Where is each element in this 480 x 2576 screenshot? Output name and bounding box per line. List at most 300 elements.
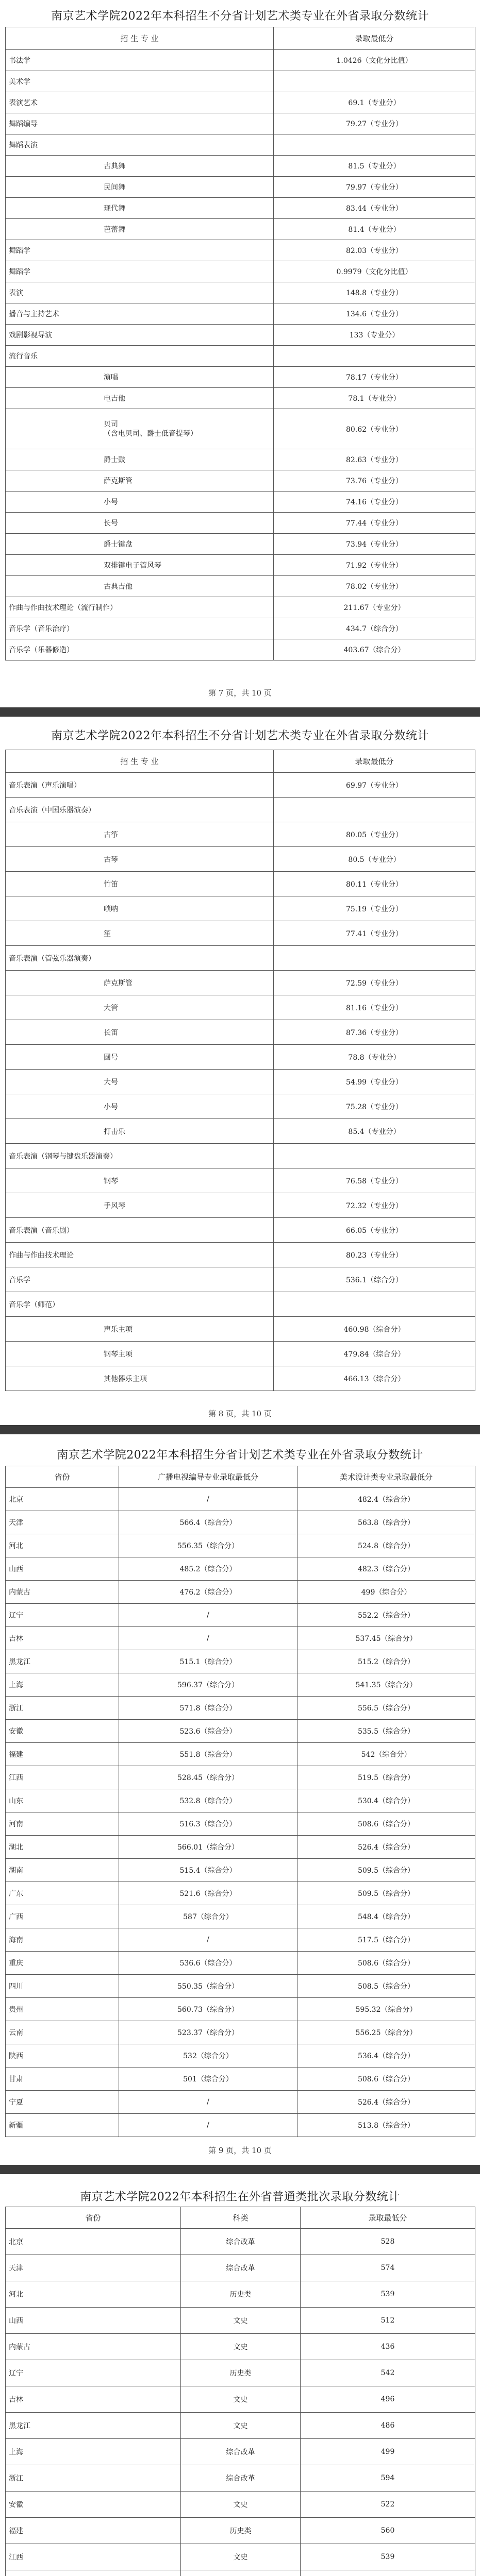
table-row — [6, 2544, 475, 2570]
table-row — [6, 946, 475, 971]
column-header: 省份 — [6, 2207, 181, 2229]
page-separator — [0, 2165, 480, 2174]
province-cell: 河南 — [6, 1812, 119, 1836]
score-cell — [274, 1292, 475, 1317]
table-row — [6, 1243, 475, 1267]
column-header: 录取最低分 — [301, 2207, 475, 2229]
score-cell: 539 — [301, 2281, 475, 2308]
table-row — [6, 1070, 475, 1094]
column-header: 省份 — [6, 1466, 119, 1488]
table-row — [6, 2229, 475, 2255]
category-cell: 515.4（综合分） — [119, 1859, 297, 1882]
score-cell: 535.5（综合分） — [297, 1720, 475, 1743]
score-cell: 526.4（综合分） — [297, 2091, 475, 2114]
table-row — [6, 1697, 475, 1720]
score-cell: 83.44（专业分） — [274, 198, 475, 219]
score-cell: 54.99（专业分） — [274, 1070, 475, 1094]
table-row — [6, 1020, 475, 1045]
score-cell: 528 — [301, 2229, 475, 2255]
category-cell: 528.45（综合分） — [119, 1766, 297, 1789]
table-row — [6, 618, 475, 639]
table-row — [6, 1193, 475, 1218]
category-cell: 536.6（综合分） — [119, 1952, 297, 1975]
table-row — [6, 156, 475, 177]
province-cell: 福建 — [6, 2518, 181, 2544]
province-cell: 北京 — [6, 2229, 181, 2255]
score-cell: 85.4（专业分） — [274, 1119, 475, 1144]
major-cell: 音乐学（乐器修造） — [6, 639, 274, 660]
province-cell: 吉林 — [6, 1627, 119, 1650]
page-separator — [0, 707, 480, 717]
table-row — [6, 1119, 475, 1144]
score-cell: 552.2（综合分） — [297, 1604, 475, 1627]
table-row — [6, 1952, 475, 1975]
score-cell: 524.8（综合分） — [297, 1534, 475, 1557]
major-cell: 表演艺术 — [6, 92, 274, 113]
score-cell: 515.2（综合分） — [297, 1650, 475, 1673]
score-cell: 556.5（综合分） — [297, 1697, 475, 1720]
category-cell: 556.35（综合分） — [119, 1534, 297, 1557]
major-cell: 舞蹈学 — [6, 261, 274, 282]
province-cell: 山西 — [6, 2308, 181, 2334]
major-cell: 舞蹈编导 — [6, 113, 274, 134]
table-row — [6, 534, 475, 555]
major-cell: 长号 — [6, 513, 274, 534]
table-row — [6, 995, 475, 1020]
category-cell: 476.2（综合分） — [119, 1581, 297, 1604]
table-row — [6, 92, 475, 113]
major-cell: 双排键电子管风琴 — [6, 555, 274, 576]
table-row — [6, 2281, 475, 2308]
major-cell: 爵士键盘 — [6, 534, 274, 555]
province-cell: 黑龙江 — [6, 1650, 119, 1673]
table-row — [6, 1604, 475, 1627]
score-cell — [274, 346, 475, 367]
table-row — [6, 282, 475, 303]
table-row — [6, 971, 475, 995]
category-cell: 485.2（综合分） — [119, 1557, 297, 1581]
score-cell: 80.5（专业分） — [274, 847, 475, 872]
score-cell: 519.5（综合分） — [297, 1766, 475, 1789]
major-cell: 流行音乐 — [6, 346, 274, 367]
province-cell: 江西 — [6, 2544, 181, 2570]
category-cell: 综合改革 — [181, 2439, 301, 2465]
table-row — [6, 1998, 475, 2021]
table-row — [6, 2492, 475, 2518]
major-cell: 唢呐 — [6, 896, 274, 921]
major-cell: 其他器乐主项 — [6, 1366, 274, 1391]
score-cell: 81.16（专业分） — [274, 995, 475, 1020]
major-cell: 音乐学（音乐治疗） — [6, 618, 274, 639]
table-row — [6, 134, 475, 156]
score-cell: 134.6（专业分） — [274, 303, 475, 325]
category-cell: / — [119, 2114, 297, 2137]
table-row — [6, 1743, 475, 1766]
category-cell: 历史类 — [181, 2281, 301, 2308]
major-cell: 古典舞 — [6, 156, 274, 177]
category-cell: 550.35（综合分） — [119, 1975, 297, 1998]
table-row — [6, 1317, 475, 1342]
score-cell — [274, 946, 475, 971]
category-cell: 文史 — [181, 2413, 301, 2439]
score-cell: 74.16（专业分） — [274, 492, 475, 513]
score-cell: 80.05（专业分） — [274, 822, 475, 847]
major-cell: 演唱 — [6, 367, 274, 388]
table-row — [6, 1366, 475, 1391]
score-cell — [274, 71, 475, 92]
column-header: 录取最低分 — [274, 27, 475, 50]
table-header-row — [6, 27, 475, 50]
table-row — [6, 325, 475, 346]
table-row — [6, 1218, 475, 1243]
category-cell: 515.1（综合分） — [119, 1650, 297, 1673]
category-cell: 文史 — [181, 2308, 301, 2334]
category-cell: 571.8（综合分） — [119, 1697, 297, 1720]
table-row — [6, 2091, 475, 2114]
table-row — [6, 50, 475, 71]
category-cell: / — [119, 1627, 297, 1650]
score-cell: 536.4（综合分） — [297, 2044, 475, 2067]
score-cell: 530.4（综合分） — [297, 1789, 475, 1812]
table-row — [6, 896, 475, 921]
province-cell: 山东 — [6, 1789, 119, 1812]
score-cell: 537.45（综合分） — [297, 1627, 475, 1650]
table-row — [6, 198, 475, 219]
major-cell: 大管 — [6, 995, 274, 1020]
score-cell: 79.27（专业分） — [274, 113, 475, 134]
province-cell: 新疆 — [6, 2114, 119, 2137]
major-cell: 舞蹈表演 — [6, 134, 274, 156]
score-cell — [274, 134, 475, 156]
major-cell: 戏剧影视导演 — [6, 325, 274, 346]
category-cell: 516.3（综合分） — [119, 1812, 297, 1836]
score-cell: 81.5（专业分） — [274, 156, 475, 177]
table-row — [6, 2114, 475, 2137]
column-header: 美术设计类专业录取最低分 — [297, 1466, 475, 1488]
province-cell — [6, 2570, 181, 2576]
major-cell: 表演 — [6, 282, 274, 303]
page-title: 南京艺术学院2022年本科招生不分省计划艺术类专业在外省录取分数统计 — [51, 10, 429, 23]
score-cell: 80.62（专业分） — [274, 409, 475, 449]
major-cell: 音乐表演（管弦乐器演奏） — [6, 946, 274, 971]
province-cell: 湖北 — [6, 1836, 119, 1859]
score-cell: 508.5（综合分） — [297, 1975, 475, 1998]
score-cell: 499（综合分） — [297, 1581, 475, 1604]
table-row — [6, 2334, 475, 2360]
major-score-table — [5, 750, 475, 1391]
category-cell: 596.37（综合分） — [119, 1673, 297, 1697]
score-cell: 541.35（综合分） — [297, 1673, 475, 1697]
score-cell: 434.7（综合分） — [274, 618, 475, 639]
score-cell: 73.76（专业分） — [274, 470, 475, 492]
major-cell: 民间舞 — [6, 177, 274, 198]
table-row — [6, 1144, 475, 1168]
major-cell: 古筝 — [6, 822, 274, 847]
major-cell: 小号 — [6, 1094, 274, 1119]
table-row — [6, 1673, 475, 1697]
score-cell: 479.84（综合分） — [274, 1342, 475, 1366]
table-row — [6, 847, 475, 872]
score-cell: 508.6（综合分） — [297, 1812, 475, 1836]
province-cell: 湖南 — [6, 1859, 119, 1882]
score-cell: 69.1（专业分） — [274, 92, 475, 113]
province-cell: 山西 — [6, 1557, 119, 1581]
major-cell: 打击乐 — [6, 1119, 274, 1144]
score-cell: 77.44（专业分） — [274, 513, 475, 534]
table-row — [6, 219, 475, 240]
score-cell: 574 — [301, 2255, 475, 2281]
table-row — [6, 1581, 475, 1604]
major-cell: 钢琴 — [6, 1168, 274, 1193]
score-cell: 148.8（专业分） — [274, 282, 475, 303]
province-cell: 广西 — [6, 1905, 119, 1928]
table-row — [6, 388, 475, 409]
category-cell: 523.37（综合分） — [119, 2021, 297, 2044]
table-row — [6, 2439, 475, 2465]
category-cell: 文史 — [181, 2386, 301, 2413]
column-header: 广播电视编导专业录取最低分 — [119, 1466, 297, 1488]
province-cell: 甘肃 — [6, 2067, 119, 2091]
province-cell: 安徽 — [6, 2492, 181, 2518]
province-cell: 吉林 — [6, 2386, 181, 2413]
table-row — [6, 409, 475, 449]
table-row — [6, 492, 475, 513]
score-cell: 69.97（专业分） — [274, 773, 475, 798]
province-cell: 福建 — [6, 1743, 119, 1766]
category-cell: 历史类 — [181, 2518, 301, 2544]
score-cell: 539 — [301, 2544, 475, 2570]
table-row — [6, 872, 475, 896]
table-row — [6, 1267, 475, 1292]
major-cell: 芭蕾舞 — [6, 219, 274, 240]
score-cell: 509.5（综合分） — [297, 1882, 475, 1905]
score-cell: 72.59（专业分） — [274, 971, 475, 995]
table-row — [6, 1650, 475, 1673]
category-cell: 521.6（综合分） — [119, 1882, 297, 1905]
page-title: 南京艺术学院2022年本科招生在外省普通类批次录取分数统计 — [80, 2191, 400, 2204]
score-cell — [301, 2570, 475, 2576]
score-cell: 509.5（综合分） — [297, 1859, 475, 1882]
major-cell: 作曲与作曲技术理论 — [6, 1243, 274, 1267]
table-row — [6, 2518, 475, 2544]
table-row — [6, 2067, 475, 2091]
province-cell: 河北 — [6, 1534, 119, 1557]
major-cell: 圆号 — [6, 1045, 274, 1070]
province-cell: 广东 — [6, 1882, 119, 1905]
score-cell: 522 — [301, 2492, 475, 2518]
major-cell: 音乐学（师范） — [6, 1292, 274, 1317]
category-cell: 566.01（综合分） — [119, 1836, 297, 1859]
category-cell: 历史类 — [181, 2360, 301, 2386]
score-cell: 595.32（综合分） — [297, 1998, 475, 2021]
table-row — [6, 1342, 475, 1366]
page-title: 南京艺术学院2022年本科招生分省计划艺术类专业在外省录取分数统计 — [57, 1449, 423, 1462]
category-cell: 566.4（综合分） — [119, 1511, 297, 1534]
page-title: 南京艺术学院2022年本科招生不分省计划艺术类专业在外省录取分数统计 — [51, 730, 429, 742]
score-cell: 517.5（综合分） — [297, 1928, 475, 1952]
score-cell: 482.4（综合分） — [297, 1488, 475, 1511]
score-cell: 508.6（综合分） — [297, 2067, 475, 2091]
major-cell: 音乐学 — [6, 1267, 274, 1292]
score-cell: 403.67（综合分） — [274, 639, 475, 660]
table-row — [6, 2465, 475, 2492]
province-cell: 天津 — [6, 1511, 119, 1534]
score-cell: 72.32（专业分） — [274, 1193, 475, 1218]
major-cell: 笙 — [6, 921, 274, 946]
column-header: 招 生 专 业 — [6, 750, 274, 773]
province-cell: 上海 — [6, 1673, 119, 1697]
category-cell: 501（综合分） — [119, 2067, 297, 2091]
major-cell: 音乐表演（声乐演唱） — [6, 773, 274, 798]
category-cell: 551.8（综合分） — [119, 1743, 297, 1766]
score-cell: 133（专业分） — [274, 325, 475, 346]
major-cell: 音乐表演（音乐剧） — [6, 1218, 274, 1243]
score-cell: 80.23（专业分） — [274, 1243, 475, 1267]
province-cell: 河北 — [6, 2281, 181, 2308]
score-cell: 82.03（专业分） — [274, 240, 475, 261]
category-cell: 综合改革 — [181, 2255, 301, 2281]
score-cell: 73.94（专业分） — [274, 534, 475, 555]
table-row — [6, 261, 475, 282]
score-cell: 542 — [301, 2360, 475, 2386]
score-cell: 482.3（综合分） — [297, 1557, 475, 1581]
score-cell: 542（综合分） — [297, 1743, 475, 1766]
province-score-table — [5, 1466, 475, 2137]
category-cell: / — [119, 2091, 297, 2114]
major-cell: 音乐表演（中国乐器演奏） — [6, 798, 274, 822]
table-row — [6, 798, 475, 822]
province-cell: 浙江 — [6, 2465, 181, 2492]
table-row — [6, 513, 475, 534]
province-cell: 黑龙江 — [6, 2413, 181, 2439]
table-row — [6, 1534, 475, 1557]
score-cell: 499 — [301, 2439, 475, 2465]
score-cell: 594 — [301, 2465, 475, 2492]
major-cell: 美术学 — [6, 71, 274, 92]
score-cell: 512 — [301, 2308, 475, 2334]
major-cell: 现代舞 — [6, 198, 274, 219]
score-cell: 486 — [301, 2413, 475, 2439]
table-row — [6, 177, 475, 198]
table-row — [6, 367, 475, 388]
major-cell: 播音与主持艺术 — [6, 303, 274, 325]
score-cell: 211.67（专业分） — [274, 597, 475, 618]
table-row — [6, 822, 475, 847]
table-row — [6, 555, 475, 576]
province-cell: 辽宁 — [6, 1604, 119, 1627]
table-row — [6, 773, 475, 798]
table-row — [6, 2570, 475, 2576]
page-separator — [0, 1425, 480, 1434]
table-row — [6, 1557, 475, 1581]
score-cell: 466.13（综合分） — [274, 1366, 475, 1391]
category-cell: 523.6（综合分） — [119, 1720, 297, 1743]
table-row — [6, 1720, 475, 1743]
table-row — [6, 1292, 475, 1317]
category-cell: 532（综合分） — [119, 2044, 297, 2067]
province-cell: 重庆 — [6, 1952, 119, 1975]
score-cell: 76.58（专业分） — [274, 1168, 475, 1193]
score-cell: 71.92（专业分） — [274, 555, 475, 576]
major-score-table — [5, 27, 475, 660]
table-row — [6, 1766, 475, 1789]
category-cell: / — [119, 1928, 297, 1952]
major-cell: 贝司 （含电贝司、爵士低音提琴） — [6, 409, 274, 449]
major-cell: 长笛 — [6, 1020, 274, 1045]
major-cell: 竹笛 — [6, 872, 274, 896]
score-cell — [274, 798, 475, 822]
table-row — [6, 2413, 475, 2439]
category-cell: 560.73（综合分） — [119, 1998, 297, 2021]
table-row — [6, 1812, 475, 1836]
score-cell: 496 — [301, 2386, 475, 2413]
table-row — [6, 576, 475, 597]
table-row — [6, 470, 475, 492]
category-cell: 文史 — [181, 2334, 301, 2360]
major-cell: 手风琴 — [6, 1193, 274, 1218]
score-cell: 536.1（综合分） — [274, 1267, 475, 1292]
table-row — [6, 1789, 475, 1812]
major-cell: 作曲与作曲技术理论（流行制作） — [6, 597, 274, 618]
table-row — [6, 113, 475, 134]
score-cell: 75.28（专业分） — [274, 1094, 475, 1119]
province-cell: 辽宁 — [6, 2360, 181, 2386]
score-cell: 77.41（专业分） — [274, 921, 475, 946]
table-row — [6, 1627, 475, 1650]
score-cell: 78.02（专业分） — [274, 576, 475, 597]
province-cell: 宁夏 — [6, 2091, 119, 2114]
province-cell: 天津 — [6, 2255, 181, 2281]
table-row — [6, 2360, 475, 2386]
table-row — [6, 921, 475, 946]
table-row — [6, 1168, 475, 1193]
score-cell: 526.4（综合分） — [297, 1836, 475, 1859]
score-cell: 87.36（专业分） — [274, 1020, 475, 1045]
table-row — [6, 1882, 475, 1905]
table-row — [6, 597, 475, 618]
category-cell: 587（综合分） — [119, 1905, 297, 1928]
score-cell: 82.63（专业分） — [274, 449, 475, 470]
column-header: 录取最低分 — [274, 750, 475, 773]
table-row — [6, 346, 475, 367]
score-cell: 548.4（综合分） — [297, 1905, 475, 1928]
score-cell: 79.97（专业分） — [274, 177, 475, 198]
score-cell: 556.25（综合分） — [297, 2021, 475, 2044]
page-footer: 第 9 页，共 10 页 — [208, 2146, 272, 2155]
score-cell: 80.11（专业分） — [274, 872, 475, 896]
table-header-row — [6, 1466, 475, 1488]
score-cell: 66.05（专业分） — [274, 1218, 475, 1243]
major-cell: 古典吉他 — [6, 576, 274, 597]
table-row — [6, 1045, 475, 1070]
table-row — [6, 2308, 475, 2334]
table-row — [6, 1511, 475, 1534]
major-cell: 爵士鼓 — [6, 449, 274, 470]
province-cell: 上海 — [6, 2439, 181, 2465]
province-cell: 安徽 — [6, 1720, 119, 1743]
general-score-table — [5, 2207, 475, 2576]
province-cell: 海南 — [6, 1928, 119, 1952]
major-cell: 古琴 — [6, 847, 274, 872]
score-cell: 508.6（综合分） — [297, 1952, 475, 1975]
category-cell: 综合改革 — [181, 2229, 301, 2255]
major-cell: 书法学 — [6, 50, 274, 71]
category-cell: 文史 — [181, 2492, 301, 2518]
province-cell: 云南 — [6, 2021, 119, 2044]
page-footer: 第 8 页，共 10 页 — [208, 1409, 272, 1418]
score-cell: 560 — [301, 2518, 475, 2544]
score-cell: 563.8（综合分） — [297, 1511, 475, 1534]
